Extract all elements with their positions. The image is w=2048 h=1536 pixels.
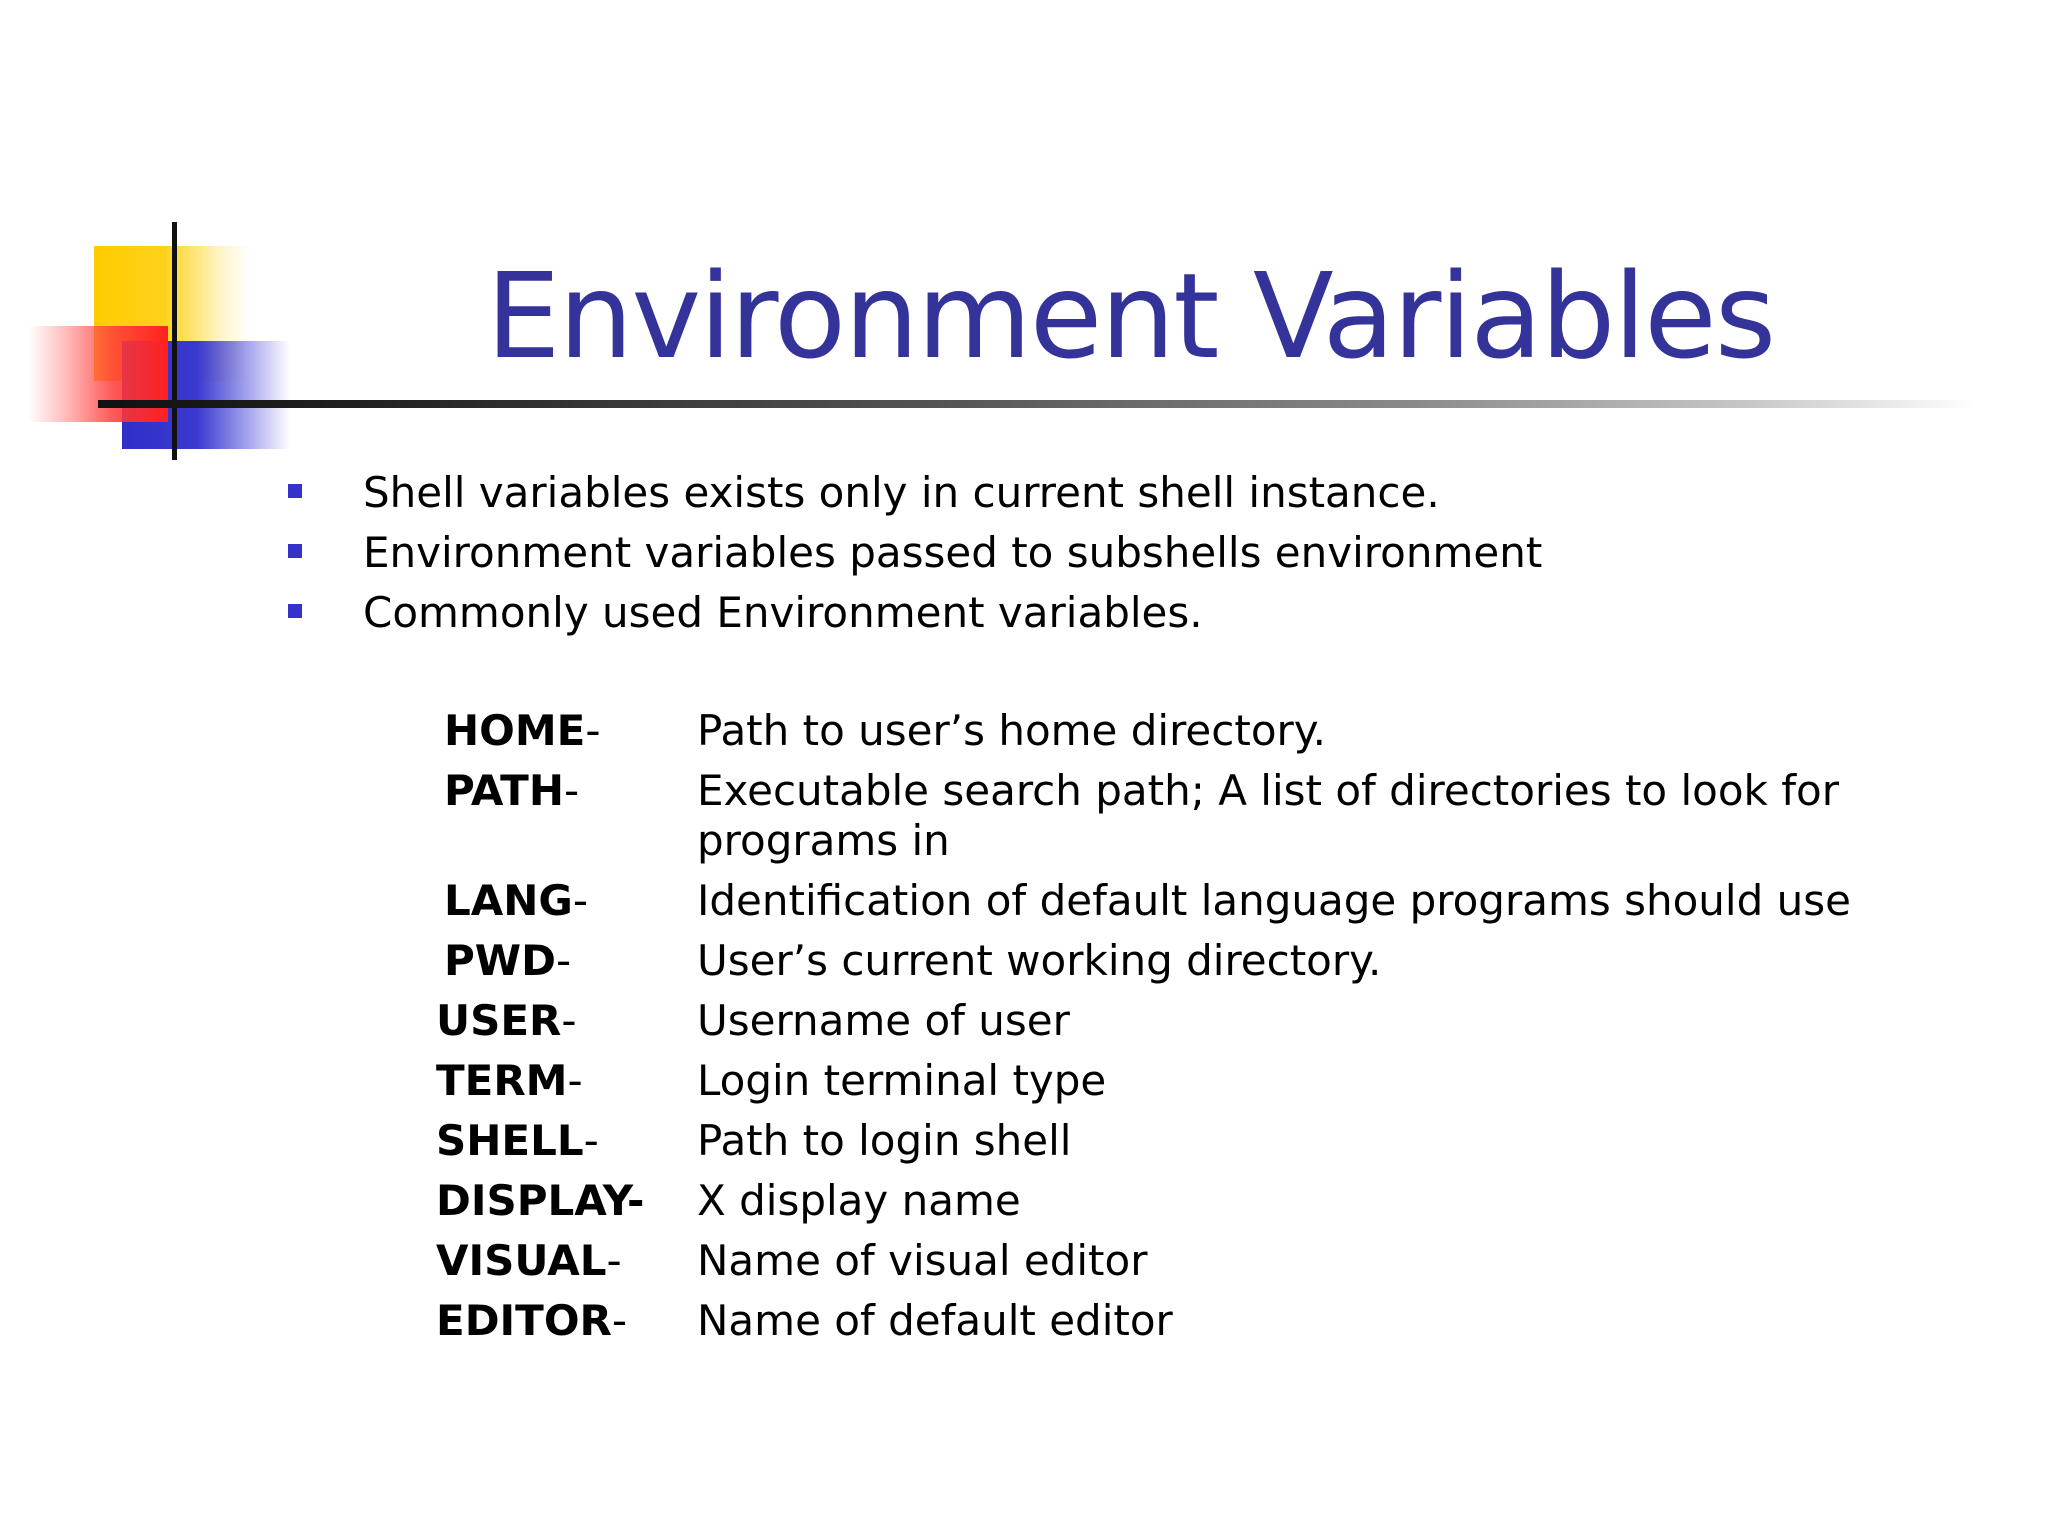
variable-name: VISUAL (436, 1236, 607, 1285)
variable-name: HOME (444, 706, 586, 755)
variable-name: LANG (444, 876, 573, 925)
variable-description-continued: programs in (697, 816, 950, 865)
variable-name: SHELL (436, 1116, 584, 1165)
variable-row-path (444, 763, 579, 819)
variable-row-display (436, 1173, 644, 1229)
variable-dash: - (627, 1176, 645, 1225)
variable-row-term (436, 1053, 583, 1109)
variable-description: X display name (697, 1176, 1021, 1225)
variable-dash: - (606, 1236, 622, 1285)
variable-description: Identification of default language programs should use (697, 876, 1851, 925)
variable-dash: - (561, 996, 577, 1045)
variable-dash: - (567, 1056, 583, 1105)
bullet-text: Environment variables passed to subshells environment (363, 528, 1543, 577)
variable-row-editor (436, 1293, 627, 1349)
variable-description: Name of default editor (697, 1296, 1173, 1345)
variable-row-shell (436, 1113, 599, 1169)
variable-name: PWD (444, 936, 556, 985)
variable-row-home (444, 703, 601, 759)
variable-name: TERM (436, 1056, 568, 1105)
variable-dash: - (585, 706, 601, 755)
variable-row-user (436, 993, 577, 1049)
variable-description: Username of user (697, 996, 1070, 1045)
variable-dash: - (611, 1296, 628, 1345)
variable-name: USER (436, 996, 562, 1045)
variable-dash: - (563, 766, 580, 815)
variable-row-pwd (444, 933, 571, 989)
variable-description: Name of visual editor (697, 1236, 1148, 1285)
variable-name: DISPLAY (436, 1176, 628, 1225)
bullet-text: Commonly used Environment variables. (363, 588, 1203, 637)
square-bullet-icon (288, 484, 302, 498)
variable-description: User’s current working directory. (697, 936, 1382, 985)
variable-name: EDITOR (436, 1296, 612, 1345)
variable-row-lang (444, 873, 588, 929)
square-bullet-icon (288, 604, 302, 618)
variable-name: PATH (444, 766, 564, 815)
slide-title: Environment Variables (486, 247, 1775, 385)
square-bullet-icon (288, 544, 302, 558)
bullet-text: Shell variables exists only in current shell instance. (363, 468, 1440, 517)
title-underline-rule (98, 400, 1978, 408)
variable-dash: - (572, 876, 589, 925)
variable-dash: - (583, 1116, 599, 1165)
variable-dash: - (555, 936, 572, 985)
decorative-vertical-line (172, 222, 177, 460)
variable-description: Path to login shell (697, 1116, 1072, 1165)
variable-row-visual (436, 1233, 622, 1289)
variable-description: Executable search path; A list of directories to look for (697, 766, 1839, 815)
variable-description: Login terminal type (697, 1056, 1107, 1105)
variable-description: Path to user’s home directory. (697, 706, 1326, 755)
